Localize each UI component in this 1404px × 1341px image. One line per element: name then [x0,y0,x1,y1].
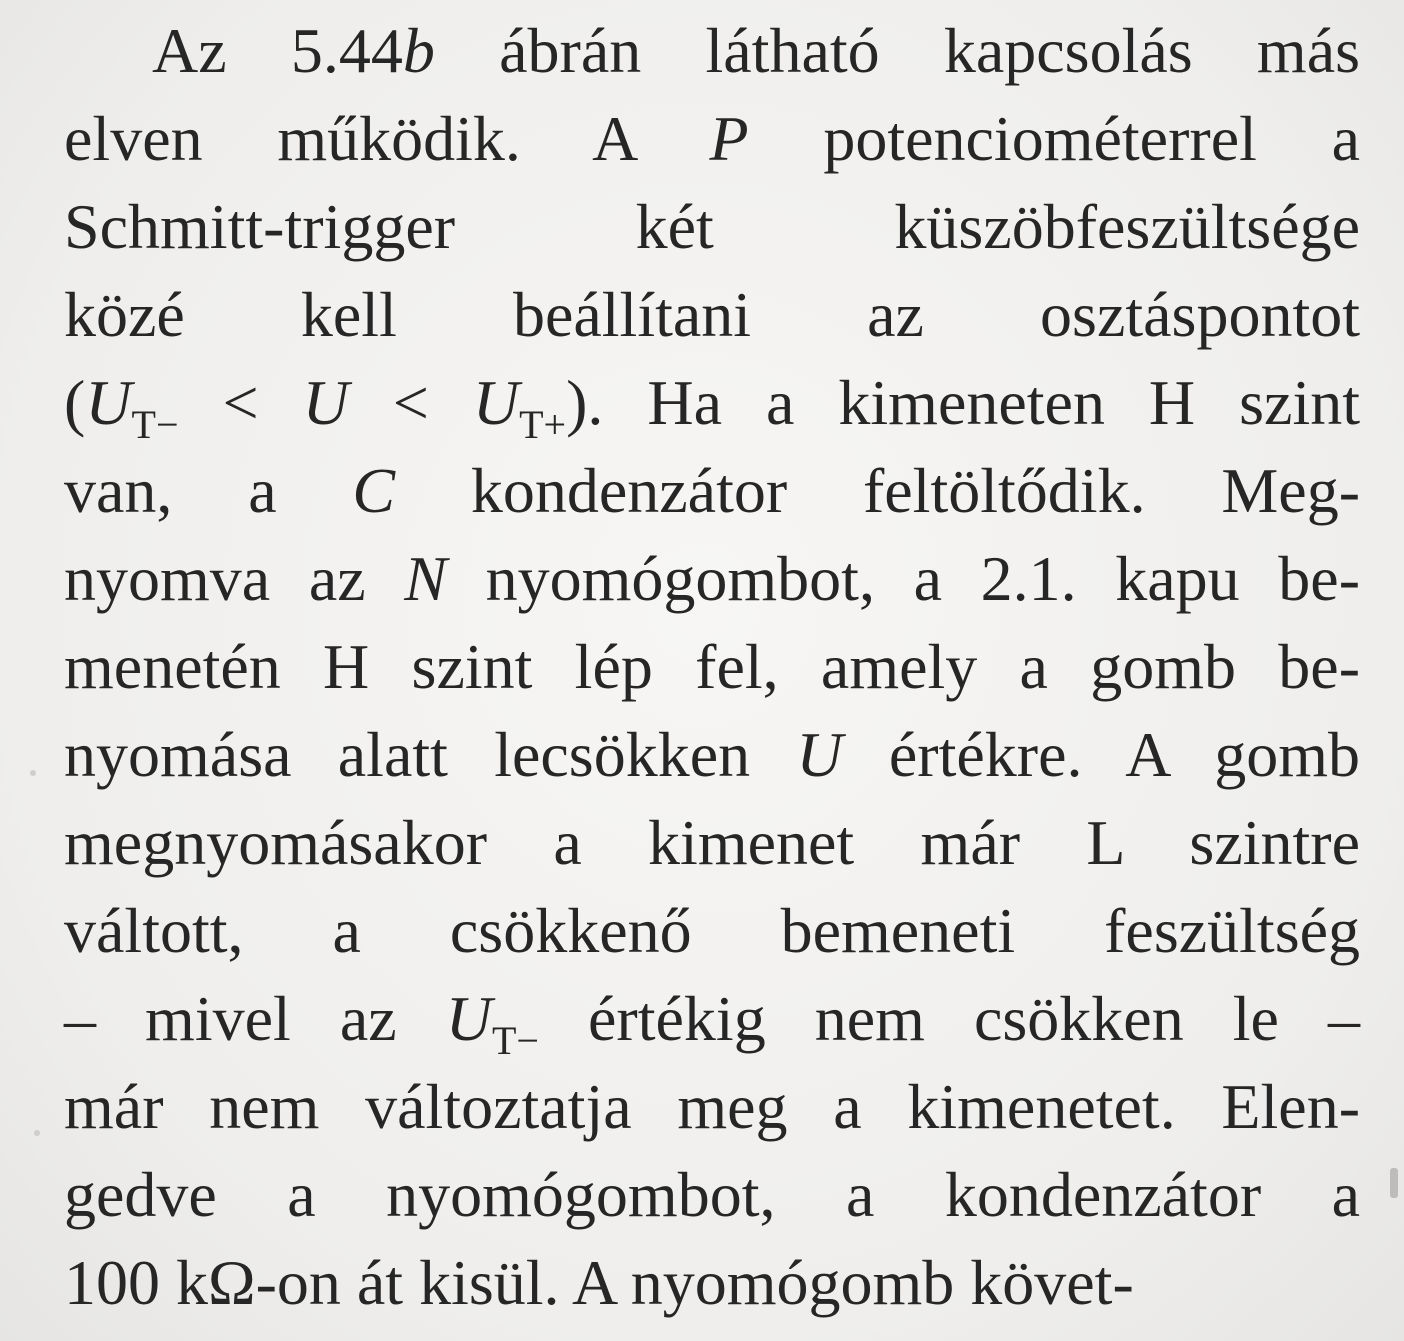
symbol-u: U [445,983,492,1054]
line-2-start: elven működik. A [64,103,710,174]
text-line-13: már nem változtatja meg a kimenetet. Elen- [64,1071,1360,1142]
text-line-14: gedve a nyomógombot, a kondenzátor a [64,1159,1360,1230]
text-line-9 [64,712,1360,798]
symbol-u: U [796,719,843,790]
line-6-end: kondenzátor feltöltődik. Meg- [395,455,1361,526]
symbol-u: U [472,367,520,438]
symbol-c: C [352,455,396,526]
line-2-end: potenciométerrel a [748,103,1361,174]
line-5-end: ). Ha a kimeneten H szint [566,367,1361,438]
text-line-12 [64,976,1360,1062]
line-7-start: nyomva az [64,543,405,614]
text-line-8: menetén H szint lép fel, amely a gomb be- [64,631,1360,702]
paper-speck [30,770,36,776]
figure-sub-letter: b [402,15,435,86]
line-9-start: nyomása alatt lecsökken [64,719,797,790]
line-12-end: értékig nem csökken le – [538,983,1361,1054]
symbol-p: P [709,103,749,174]
text-line-7 [64,536,1360,622]
subscript-t-minus [492,1018,539,1063]
subscript-plus: + [543,402,567,447]
subscript-minus: − [516,1018,539,1063]
text-line-11: váltott, a csökkenő bemeneti feszültség [64,895,1360,966]
symbol-u: U [302,367,349,438]
text-line-5 [64,360,1360,446]
subscript-minus: − [155,402,179,447]
text-line-3: Schmitt-trigger két küszöbfeszültsége [64,191,1360,262]
line-12-start: – mivel az [64,983,446,1054]
line-9-end: értékre. A gomb [842,719,1360,790]
text-line-6 [64,448,1360,534]
subscript-t-minus [132,402,179,447]
less-than: < [178,367,303,438]
page-edge-mark [1390,1168,1398,1198]
open-paren: ( [64,367,86,438]
text-line-2 [64,96,1360,182]
line-7-end: nyomógombot, a 2.1. kapu be- [446,543,1361,614]
subscript-t-plus [519,402,566,447]
symbol-n: N [404,543,447,614]
text-line-4: közé kell beállítani az osztáspontot [64,279,1360,350]
subscript-t: T [491,1018,517,1063]
subscript-t: T [131,402,156,447]
subscript-t: T [519,402,544,447]
line-6-start: van, a [64,455,353,526]
text-line-15: 100 kΩ-on át kisül. A nyomógomb követ- [64,1247,1134,1318]
text-line-1 [64,8,1360,94]
less-than: < [348,367,473,438]
line-1-start: Az 5.44 [152,15,403,86]
symbol-u: U [85,367,132,438]
text-line-10: megnyomásakor a kimenet már L szintre [64,807,1360,878]
paper-speck [34,1130,40,1136]
line-1-end: ábrán látható kapcsolás más [434,15,1361,86]
